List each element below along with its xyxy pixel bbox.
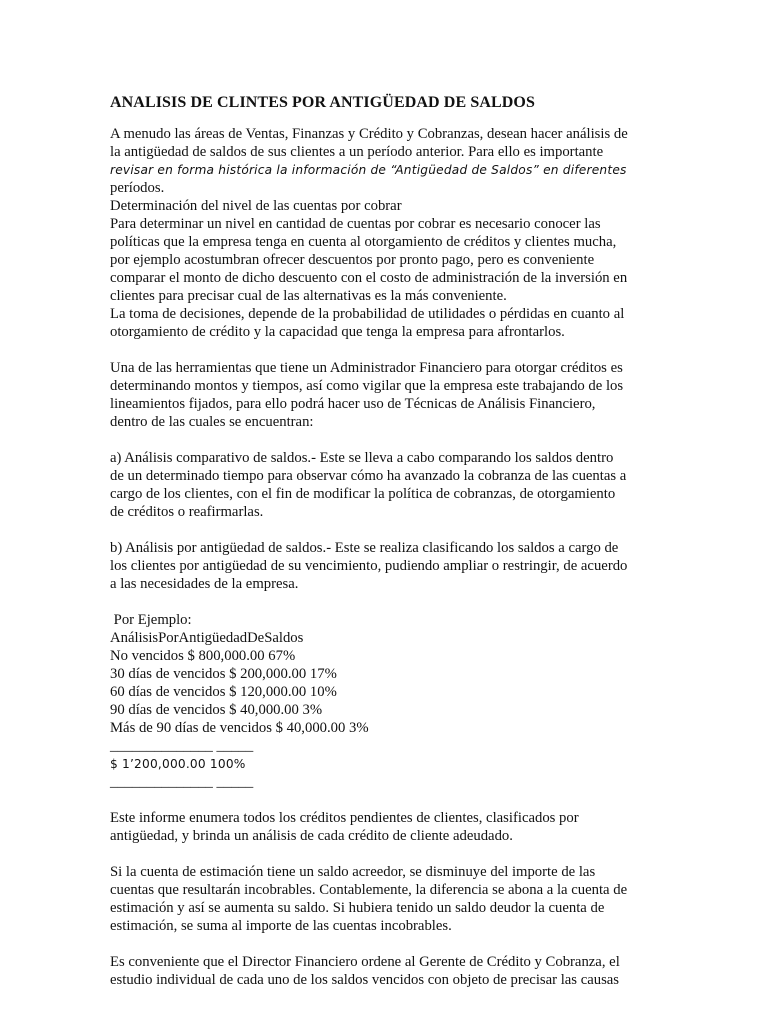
text-line: Es conveniente que el Director Financiero ordene al Gerente de Crédito y Cobranza, el	[110, 954, 620, 970]
text-line: Una de las herramientas que tiene un Administrador Financiero para otorgar créditos es	[110, 360, 623, 376]
tools-paragraph	[110, 359, 710, 431]
text-line: dentro de las cuales se encuentran:	[110, 414, 314, 430]
text-line: por ejemplo acostumbran ofrecer descuentos por pronto pago, pero es conveniente	[110, 252, 595, 268]
text-line: de créditos o reafirmarlas.	[110, 504, 264, 520]
example-block	[110, 611, 710, 791]
text-line: los clientes por antigüedad de su vencimiento, pudiendo ampliar o restringir, de acuerdo	[110, 558, 628, 574]
text-line: cuentas que resultarán incobrables. Contablemente, la diferencia se abona a la cuenta de	[110, 882, 628, 898]
text-line: estimación y así se aumenta su saldo. Si hubiera tenido un saldo deudor la cuenta de	[110, 900, 605, 916]
text-line: Si la cuenta de estimación tiene un saldo acreedor, se disminuye del importe de las	[110, 864, 596, 880]
example-total: $ 1’200,000.00 100%	[110, 757, 246, 771]
text-line: a las necesidades de la empresa.	[110, 576, 299, 592]
text-line: clientes para precisar cual de las alternativas es la más conveniente.	[110, 288, 507, 304]
text-line: cargo de los clientes, con el fin de modificar la política de cobranzas, de otorgamiento	[110, 486, 616, 502]
text-line: lineamientos fijados, para ello podrá hacer uso de Técnicas de Análisis Financiero,	[110, 396, 596, 412]
text-line: estimación, se suma al importe de las cuentas incobrables.	[110, 918, 452, 934]
intro-paragraph	[110, 125, 710, 341]
text-line: Este informe enumera todos los créditos pendientes de clientes, clasificados por	[110, 810, 579, 826]
text-line: políticas que la empresa tenga en cuenta al otorgamiento de créditos y clientes mucha,	[110, 234, 617, 250]
report-paragraph	[110, 809, 710, 845]
text-line: otorgamiento de crédito y la capacidad que tenga la empresa para afrontarlos.	[110, 324, 565, 340]
item-b-paragraph	[110, 539, 710, 593]
text-line: comparar el monto de dicho descuento con el costo de administración de la inversión en	[110, 270, 628, 286]
text-line: Para determinar un nivel en cantidad de cuentas por cobrar es necesario conocer las	[110, 216, 601, 232]
text-line: la antigüedad de saldos de sus clientes a un período anterior. Para ello es importante	[110, 144, 604, 160]
example-subheading: AnálisisPorAntigüedadDeSaldos	[110, 630, 304, 646]
text-line: A menudo las áreas de Ventas, Finanzas y Crédito y Cobranzas, desean hacer análisis de	[110, 126, 628, 142]
example-row: 30 días de vencidos $ 200,000.00 17%	[110, 666, 337, 682]
underline-rule: ______________ _____	[110, 774, 254, 790]
example-row: Más de 90 días de vencidos $ 40,000.00 3%	[110, 720, 369, 736]
text-line: antigüedad, y brinda un análisis de cada crédito de cliente adeudado.	[110, 828, 513, 844]
closing-paragraph	[110, 953, 710, 989]
text-line: a) Análisis comparativo de saldos.- Este se lleva a cabo comparando los saldos dentro	[110, 450, 614, 466]
example-row: 90 días de vencidos $ 40,000.00 3%	[110, 702, 323, 718]
text-line: b) Análisis por antigüedad de saldos.- Este se realiza clasificando los saldos a cargo de	[110, 540, 619, 556]
text-line: La toma de decisiones, depende de la probabilidad de utilidades o pérdidas en cuanto al	[110, 306, 625, 322]
example-heading: Por Ejemplo:	[110, 612, 192, 628]
item-a-paragraph	[110, 449, 710, 521]
text-line: estudio individual de cada uno de los saldos vencidos con objeto de precisar las causas	[110, 972, 620, 988]
estimation-paragraph	[110, 863, 710, 935]
text-line: períodos.	[110, 180, 165, 196]
example-row: 60 días de vencidos $ 120,000.00 10%	[110, 684, 337, 700]
text-line: determinando montos y tiempos, así como vigilar que la empresa este trabajando de los	[110, 378, 624, 394]
document-title: ANALISIS DE CLINTES POR ANTIGÜEDAD DE SALDOS	[110, 94, 535, 111]
document-page	[110, 94, 710, 989]
example-row: No vencidos $ 800,000.00 67%	[110, 648, 296, 664]
underline-rule: ______________ _____	[110, 738, 254, 754]
text-line: de un determinado tiempo para observar cómo ha avanzado la cobranza de las cuentas a	[110, 468, 627, 484]
text-line: revisar en forma histórica la información de “Antigüedad de Saldos” en diferentes	[110, 163, 627, 177]
section-heading: Determinación del nivel de las cuentas por cobrar	[110, 198, 402, 214]
